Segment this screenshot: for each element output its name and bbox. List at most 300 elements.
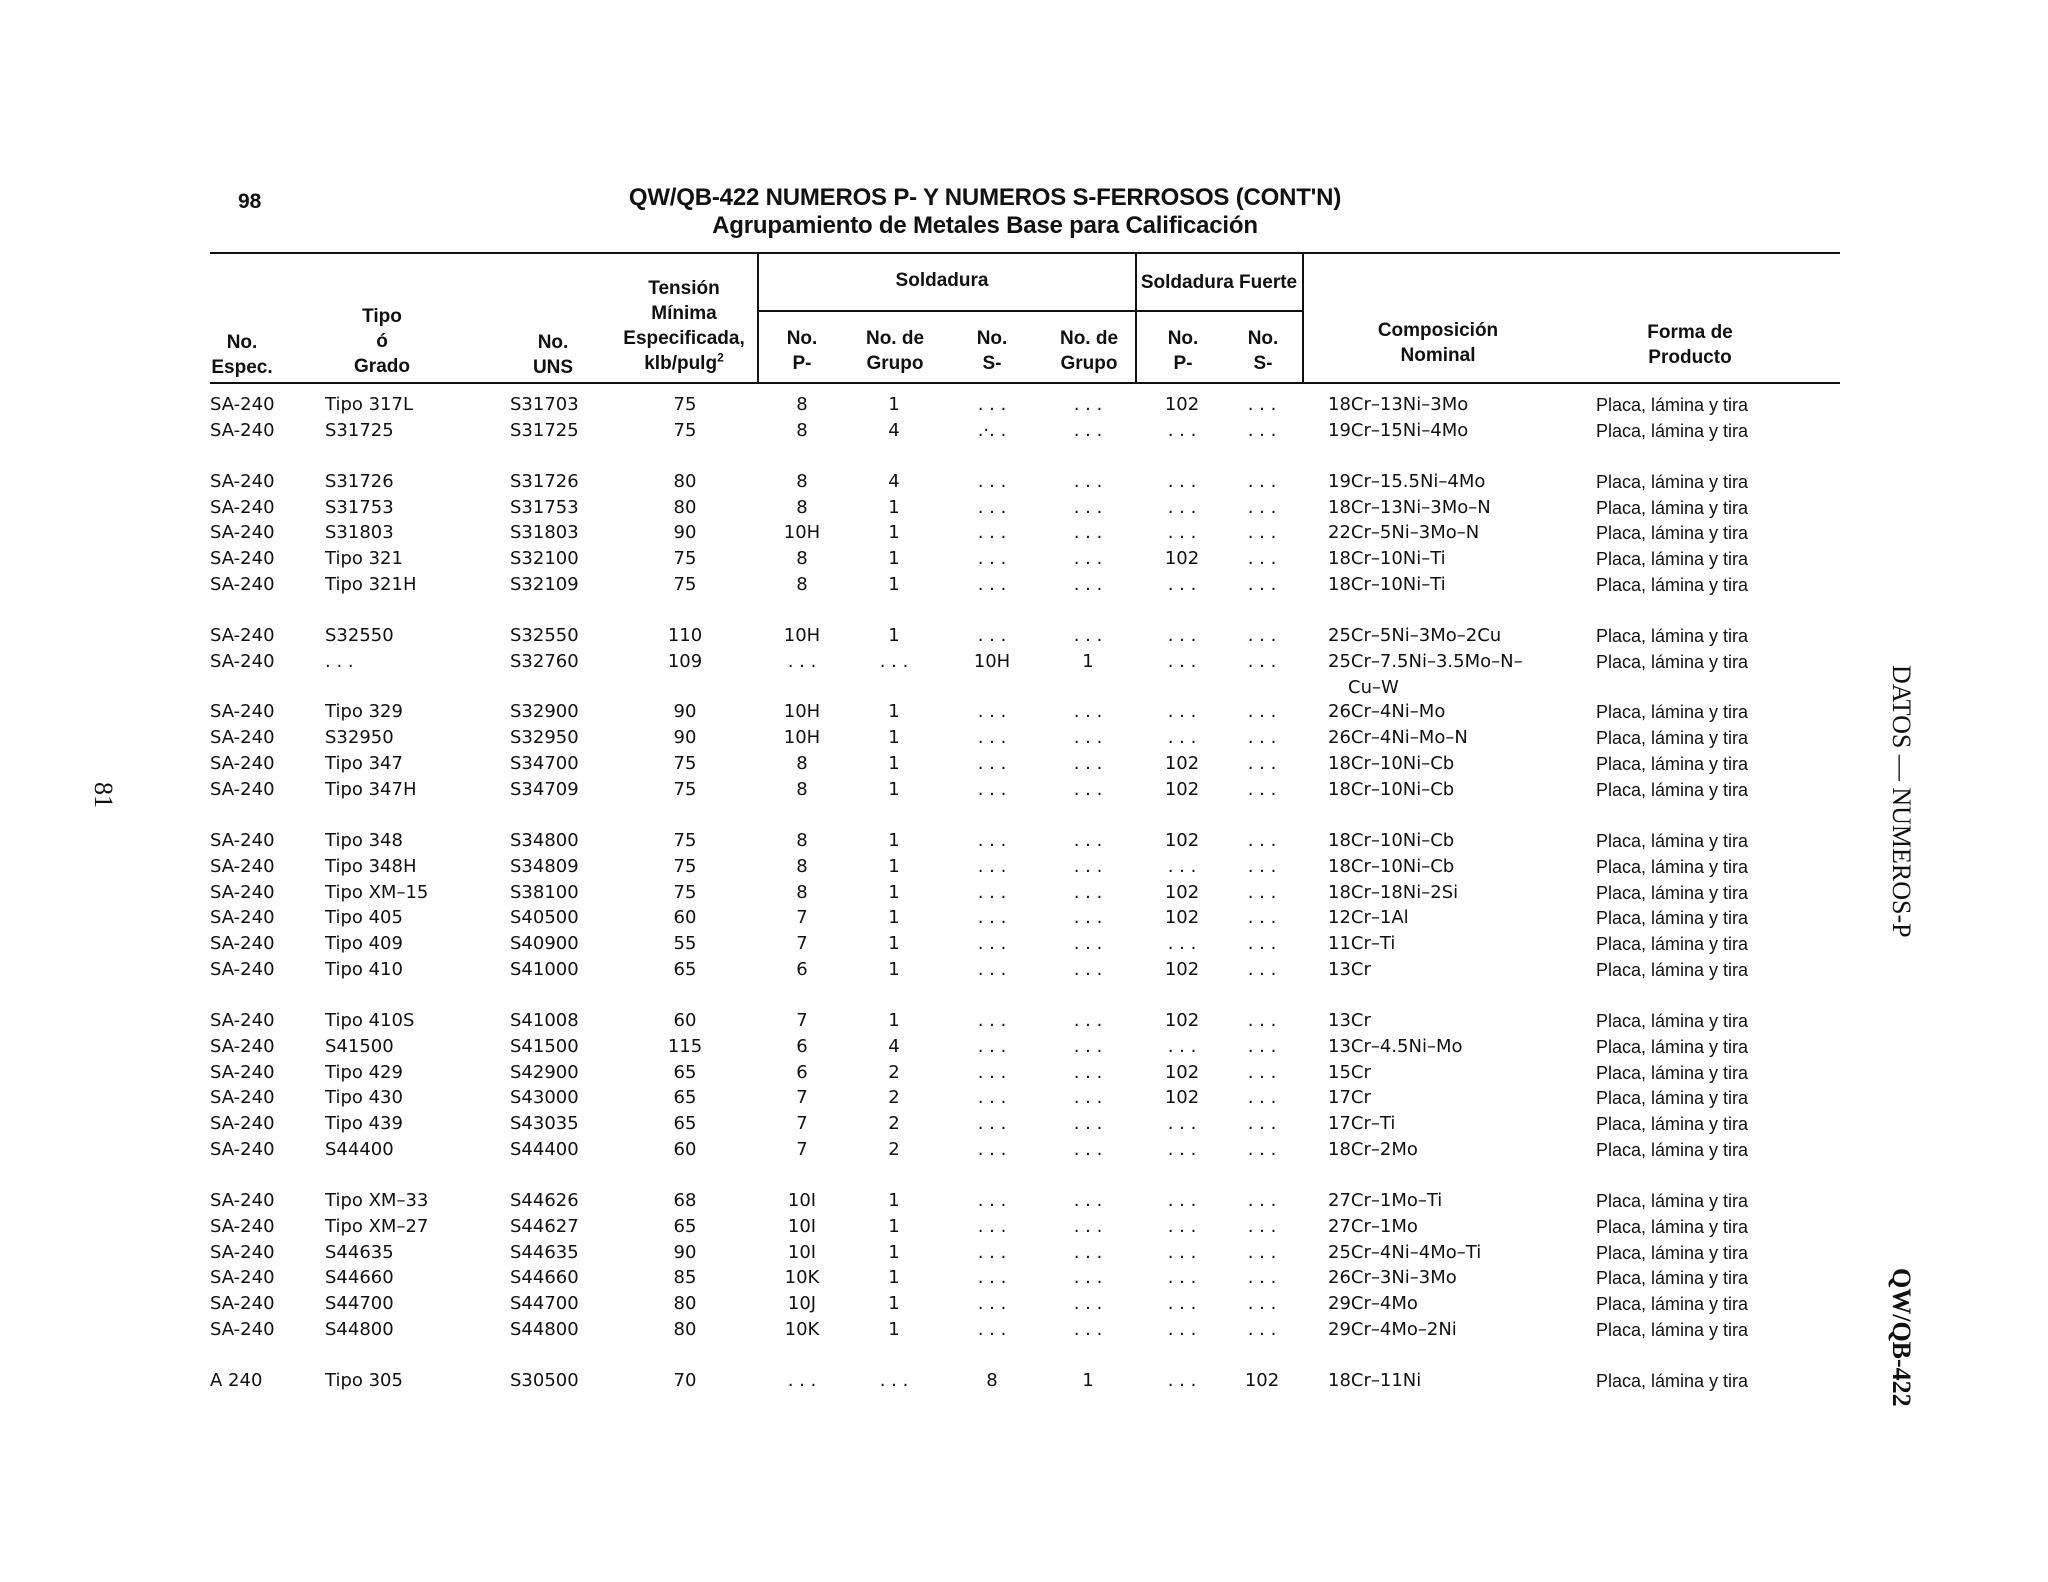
cell-type: Tipo 429: [325, 1062, 403, 1083]
header-uns-no: No. UNS: [532, 332, 574, 378]
cell-p-no: . . .: [787, 1370, 817, 1391]
cell-spec: SA-240: [210, 701, 275, 722]
cell-product-form: Placa, lámina y tira: [1596, 1243, 1749, 1263]
cell-composition: 13Cr–4.5Ni–Mo: [1328, 1036, 1463, 1057]
cell-group-no: 2: [888, 1113, 900, 1134]
cell-tensile: 75: [673, 882, 697, 903]
cell-s-no: . . .: [977, 959, 1007, 980]
cell-composition: 25Cr–4Ni–4Mo–Ti: [1328, 1242, 1482, 1263]
cell-spec: SA-240: [210, 497, 275, 518]
cell-tensile: 75: [673, 548, 697, 569]
cell-brazing-p-no: . . .: [1167, 856, 1197, 877]
cell-brazing-p-no: . . .: [1167, 651, 1197, 672]
cell-p-no: 7: [796, 1010, 808, 1031]
cell-uns: S44800: [510, 1319, 579, 1340]
header-group-soldadura: Soldadura: [895, 270, 989, 291]
cell-composition: 15Cr: [1328, 1062, 1371, 1083]
cell-composition: 17Cr: [1328, 1087, 1371, 1108]
cell-p-no: . . .: [787, 651, 817, 672]
cell-brazing-s-no: . . .: [1247, 497, 1277, 518]
cell-tensile: 80: [673, 471, 697, 492]
cell-brazing-p-no: . . .: [1167, 420, 1197, 441]
cell-uns: S31726: [510, 471, 579, 492]
cell-brazing-s-no: . . .: [1247, 522, 1277, 543]
cell-s-no: . . .: [977, 1113, 1007, 1134]
table-row: [0, 725, 2048, 751]
cell-brazing-s-no: . . .: [1247, 779, 1277, 800]
cell-group-no: 1: [888, 830, 900, 851]
cell-composition-continued: Cu–W: [1348, 677, 1399, 698]
cell-group-no: 1: [888, 394, 900, 415]
cell-brazing-p-no: . . .: [1167, 1293, 1197, 1314]
cell-group-no: 1: [888, 1267, 900, 1288]
cell-brazing-s-no: . . .: [1247, 471, 1277, 492]
cell-p-no: 10K: [784, 1319, 820, 1340]
cell-s-no: . . .: [977, 394, 1007, 415]
cell-spec: SA-240: [210, 1319, 275, 1340]
cell-s-no: . . .: [977, 1087, 1007, 1108]
cell-p-no: 10H: [783, 701, 821, 722]
cell-spec: SA-240: [210, 830, 275, 851]
header-group-no: No. de Grupo: [865, 328, 925, 374]
cell-product-form: Placa, lámina y tira: [1596, 1217, 1749, 1237]
cell-s-group-no: . . .: [1073, 1062, 1103, 1083]
cell-p-no: 7: [796, 1113, 808, 1134]
cell-composition: 18Cr–10Ni–Cb: [1328, 779, 1455, 800]
cell-s-group-no: . . .: [1073, 548, 1103, 569]
cell-brazing-p-no: . . .: [1167, 625, 1197, 646]
header-spec-no: No. Espec.: [211, 332, 273, 378]
cell-group-no: 1: [888, 959, 900, 980]
cell-group-no: 1: [888, 1242, 900, 1263]
cell-s-group-no: . . .: [1073, 1113, 1103, 1134]
cell-brazing-s-no: . . .: [1247, 1319, 1277, 1340]
cell-uns: S31803: [510, 522, 579, 543]
cell-brazing-s-no: . . .: [1247, 1010, 1277, 1031]
cell-s-group-no: . . .: [1073, 574, 1103, 595]
cell-uns: S31753: [510, 497, 579, 518]
table-row: [0, 1317, 2048, 1343]
cell-tensile: 60: [673, 907, 697, 928]
cell-type: S44635: [325, 1242, 394, 1263]
cell-p-no: 7: [796, 1087, 808, 1108]
cell-s-group-no: . . .: [1073, 856, 1103, 877]
cell-s-group-no: . . .: [1073, 1139, 1103, 1160]
cell-product-form: Placa, lámina y tira: [1596, 728, 1749, 748]
cell-uns: S32900: [510, 701, 579, 722]
cell-spec: SA-240: [210, 574, 275, 595]
cell-type: S44660: [325, 1267, 394, 1288]
cell-brazing-s-no: . . .: [1247, 907, 1277, 928]
cell-type: Tipo 410S: [325, 1010, 415, 1031]
cell-tensile: 60: [673, 1010, 697, 1031]
cell-spec: SA-240: [210, 1010, 275, 1031]
table-row: [0, 1368, 2048, 1394]
cell-p-no: 7: [796, 907, 808, 928]
cell-group-no: 4: [888, 471, 900, 492]
cell-type: Tipo 430: [325, 1087, 403, 1108]
cell-tensile: 109: [667, 651, 703, 672]
cell-spec: SA-240: [210, 1062, 275, 1083]
cell-group-no: 1: [888, 933, 900, 954]
cell-brazing-s-no: . . .: [1247, 882, 1277, 903]
cell-uns: S44700: [510, 1293, 579, 1314]
cell-s-group-no: . . .: [1073, 701, 1103, 722]
cell-product-form: Placa, lámina y tira: [1596, 1088, 1749, 1108]
cell-s-group-no: . . .: [1073, 394, 1103, 415]
header-s-group-no: No. de Grupo: [1059, 328, 1119, 374]
cell-composition: 29Cr–4Mo: [1328, 1293, 1418, 1314]
cell-p-no: 8: [796, 882, 808, 903]
cell-p-no: 6: [796, 959, 808, 980]
cell-type: Tipo 329: [325, 701, 403, 722]
cell-s-no: . . .: [977, 907, 1007, 928]
cell-s-group-no: . . .: [1073, 497, 1103, 518]
cell-p-no: 8: [796, 471, 808, 492]
cell-p-no: 8: [796, 394, 808, 415]
cell-spec: SA-240: [210, 779, 275, 800]
table-row: [0, 1008, 2048, 1034]
cell-brazing-p-no: 102: [1164, 548, 1200, 569]
cell-p-no: 8: [796, 830, 808, 851]
cell-group-no: 1: [888, 497, 900, 518]
header-p-no: No. P-: [786, 328, 818, 374]
cell-type: Tipo 305: [325, 1370, 403, 1391]
cell-spec: SA-240: [210, 522, 275, 543]
cell-spec: SA-240: [210, 959, 275, 980]
cell-tensile: 80: [673, 1293, 697, 1314]
cell-uns: S44660: [510, 1267, 579, 1288]
cell-s-no: . . .: [977, 548, 1007, 569]
cell-s-group-no: . . .: [1073, 522, 1103, 543]
cell-type: Tipo 347: [325, 753, 403, 774]
cell-uns: S31703: [510, 394, 579, 415]
cell-uns: S32760: [510, 651, 579, 672]
table-row: [0, 828, 2048, 854]
cell-uns: S41500: [510, 1036, 579, 1057]
cell-brazing-p-no: 102: [1164, 959, 1200, 980]
cell-brazing-p-no: 102: [1164, 830, 1200, 851]
cell-product-form: Placa, lámina y tira: [1596, 1063, 1749, 1083]
cell-type: S41500: [325, 1036, 394, 1057]
cell-s-group-no: . . .: [1073, 1216, 1103, 1237]
cell-composition: 18Cr–10Ni–Ti: [1328, 548, 1446, 569]
cell-product-form: Placa, lámina y tira: [1596, 1268, 1749, 1288]
cell-product-form: Placa, lámina y tira: [1596, 523, 1749, 543]
cell-tensile: 70: [673, 1370, 697, 1391]
cell-tensile: 90: [673, 522, 697, 543]
cell-uns: S40900: [510, 933, 579, 954]
cell-tensile: 75: [673, 779, 697, 800]
cell-type: S44400: [325, 1139, 394, 1160]
cell-composition: 25Cr–7.5Ni–3.5Mo–N–: [1328, 651, 1523, 672]
cell-brazing-p-no: . . .: [1167, 497, 1197, 518]
cell-product-form: Placa, lámina y tira: [1596, 472, 1749, 492]
header-brazing-s-no: No. S-: [1247, 328, 1279, 374]
cell-product-form: Placa, lámina y tira: [1596, 908, 1749, 928]
cell-brazing-p-no: . . .: [1167, 933, 1197, 954]
cell-spec: SA-240: [210, 1242, 275, 1263]
cell-composition: 13Cr: [1328, 959, 1371, 980]
cell-group-no: 1: [888, 574, 900, 595]
cell-s-group-no: . . .: [1073, 727, 1103, 748]
cell-brazing-s-no: . . .: [1247, 856, 1277, 877]
cell-s-no: .·. .: [977, 420, 1007, 441]
divider-fuerte: [1302, 253, 1304, 383]
cell-s-no: . . .: [977, 727, 1007, 748]
cell-s-group-no: . . .: [1073, 1293, 1103, 1314]
table-row: [0, 418, 2048, 444]
cell-type: Tipo 405: [325, 907, 403, 928]
cell-group-no: 2: [888, 1062, 900, 1083]
cell-uns: S34800: [510, 830, 579, 851]
cell-tensile: 68: [673, 1190, 697, 1211]
cell-composition: 29Cr–4Mo–2Ni: [1328, 1319, 1457, 1340]
cell-p-no: 8: [796, 753, 808, 774]
side-section-title: DATOS — NUMEROS-P: [1887, 665, 1916, 938]
cell-s-no: . . .: [977, 1216, 1007, 1237]
cell-brazing-p-no: 102: [1164, 1087, 1200, 1108]
table-row: [0, 1214, 2048, 1240]
cell-brazing-s-no: . . .: [1247, 1113, 1277, 1134]
cell-spec: A 240: [210, 1370, 263, 1391]
cell-uns: S44400: [510, 1139, 579, 1160]
cell-spec: SA-240: [210, 753, 275, 774]
cell-product-form: Placa, lámina y tira: [1596, 1140, 1749, 1160]
cell-group-no: 4: [888, 420, 900, 441]
cell-spec: SA-240: [210, 420, 275, 441]
cell-type: Tipo XM–33: [325, 1190, 429, 1211]
cell-type: Tipo 348: [325, 830, 403, 851]
cell-p-no: 8: [796, 548, 808, 569]
cell-tensile: 85: [673, 1267, 697, 1288]
cell-composition: 27Cr–1Mo–Ti: [1328, 1190, 1443, 1211]
cell-p-no: 10J: [787, 1293, 817, 1314]
cell-uns: S32100: [510, 548, 579, 569]
cell-brazing-s-no: . . .: [1247, 701, 1277, 722]
cell-uns: S34809: [510, 856, 579, 877]
cell-s-no: . . .: [977, 1036, 1007, 1057]
cell-type: Tipo XM–15: [325, 882, 429, 903]
cell-spec: SA-240: [210, 1293, 275, 1314]
cell-p-no: 10H: [783, 727, 821, 748]
cell-tensile: 90: [673, 701, 697, 722]
cell-group-no: 1: [888, 779, 900, 800]
cell-type: S44800: [325, 1319, 394, 1340]
cell-p-no: 10I: [787, 1190, 817, 1211]
cell-tensile: 115: [667, 1036, 703, 1057]
cell-product-form: Placa, lámina y tira: [1596, 575, 1749, 595]
top-rule: [210, 252, 1840, 254]
cell-tensile: 75: [673, 574, 697, 595]
cell-brazing-s-no: . . .: [1247, 1267, 1277, 1288]
cell-product-form: Placa, lámina y tira: [1596, 960, 1749, 980]
cell-s-no: . . .: [977, 1293, 1007, 1314]
cell-brazing-s-no: . . .: [1247, 548, 1277, 569]
cell-s-group-no: . . .: [1073, 779, 1103, 800]
cell-spec: SA-240: [210, 727, 275, 748]
cell-composition: 18Cr–13Ni–3Mo–N: [1328, 497, 1491, 518]
cell-brazing-s-no: . . .: [1247, 1293, 1277, 1314]
cell-brazing-p-no: 102: [1164, 1062, 1200, 1083]
cell-spec: SA-240: [210, 548, 275, 569]
cell-s-no: . . .: [977, 856, 1007, 877]
cell-s-no: 10H: [973, 651, 1011, 672]
cell-group-no: 2: [888, 1139, 900, 1160]
header-bottom-rule: [210, 382, 1840, 384]
cell-brazing-s-no: . . .: [1247, 1190, 1277, 1211]
cell-s-group-no: . . .: [1073, 933, 1103, 954]
cell-brazing-p-no: . . .: [1167, 1370, 1197, 1391]
cell-s-no: . . .: [977, 933, 1007, 954]
cell-type: Tipo 439: [325, 1113, 403, 1134]
cell-tensile: 90: [673, 1242, 697, 1263]
cell-p-no: 7: [796, 1139, 808, 1160]
cell-brazing-p-no: 102: [1164, 779, 1200, 800]
header-brazing-p-no: No. P-: [1167, 328, 1199, 374]
cell-tensile: 80: [673, 1319, 697, 1340]
header-composition: Composición Nominal: [1377, 320, 1499, 366]
cell-type: Tipo 409: [325, 933, 403, 954]
cell-p-no: 7: [796, 933, 808, 954]
cell-composition: 18Cr–10Ni–Cb: [1328, 856, 1455, 877]
cell-product-form: Placa, lámina y tira: [1596, 1037, 1749, 1057]
cell-brazing-s-no: . . .: [1247, 1036, 1277, 1057]
cell-s-no: . . .: [977, 753, 1007, 774]
cell-uns: S34700: [510, 753, 579, 774]
cell-brazing-s-no: . . .: [1247, 959, 1277, 980]
cell-uns: S43000: [510, 1087, 579, 1108]
cell-composition: 11Cr–Ti: [1328, 933, 1396, 954]
table-row: [0, 1085, 2048, 1111]
cell-s-group-no: . . .: [1073, 1267, 1103, 1288]
cell-brazing-s-no: . . .: [1247, 420, 1277, 441]
header-type-grade: Tipo ó Grado: [354, 306, 410, 377]
table-row: [0, 777, 2048, 803]
cell-composition: 22Cr–5Ni–3Mo–N: [1328, 522, 1480, 543]
cell-s-group-no: . . .: [1073, 420, 1103, 441]
table-row: [0, 520, 2048, 546]
cell-uns: S44627: [510, 1216, 579, 1237]
cell-spec: SA-240: [210, 651, 275, 672]
divider-tension: [757, 253, 759, 383]
cell-group-no: 1: [888, 1010, 900, 1031]
cell-uns: S41000: [510, 959, 579, 980]
cell-brazing-p-no: 102: [1164, 907, 1200, 928]
cell-brazing-s-no: . . .: [1247, 727, 1277, 748]
cell-product-form: Placa, lámina y tira: [1596, 1191, 1749, 1211]
cell-brazing-s-no: . . .: [1247, 574, 1277, 595]
cell-group-no: 1: [888, 907, 900, 928]
cell-tensile: 65: [673, 1062, 697, 1083]
cell-product-form: Placa, lámina y tira: [1596, 395, 1749, 415]
cell-product-form: Placa, lámina y tira: [1596, 1371, 1749, 1391]
cell-s-no: . . .: [977, 1319, 1007, 1340]
cell-brazing-s-no: . . .: [1247, 830, 1277, 851]
cell-product-form: Placa, lámina y tira: [1596, 549, 1749, 569]
cell-p-no: 10I: [787, 1242, 817, 1263]
cell-composition: 25Cr–5Ni–3Mo–2Cu: [1328, 625, 1502, 646]
cell-spec: SA-240: [210, 394, 275, 415]
cell-s-no: . . .: [977, 497, 1007, 518]
cell-s-group-no: . . .: [1073, 1087, 1103, 1108]
cell-s-no: . . .: [977, 701, 1007, 722]
cell-composition: 18Cr–10Ni–Cb: [1328, 753, 1455, 774]
cell-group-no: . . .: [879, 1370, 909, 1391]
cell-p-no: 6: [796, 1062, 808, 1083]
cell-brazing-p-no: . . .: [1167, 1319, 1197, 1340]
cell-s-group-no: . . .: [1073, 1190, 1103, 1211]
cell-s-group-no: . . .: [1073, 753, 1103, 774]
cell-tensile: 65: [673, 1113, 697, 1134]
cell-s-no: . . .: [977, 882, 1007, 903]
cell-spec: SA-240: [210, 1216, 275, 1237]
cell-brazing-p-no: . . .: [1167, 574, 1197, 595]
cell-product-form: Placa, lámina y tira: [1596, 421, 1749, 441]
cell-p-no: 8: [796, 497, 808, 518]
cell-brazing-p-no: . . .: [1167, 1267, 1197, 1288]
cell-spec: SA-240: [210, 882, 275, 903]
cell-s-no: . . .: [977, 779, 1007, 800]
cell-spec: SA-240: [210, 933, 275, 954]
cell-composition: 26Cr–3Ni–3Mo: [1328, 1267, 1457, 1288]
cell-composition: 13Cr: [1328, 1010, 1371, 1031]
cell-s-group-no: . . .: [1073, 907, 1103, 928]
cell-group-no: 1: [888, 753, 900, 774]
header-tensile: Tensión Mínima Especificada, klb/pulg$^2$: [623, 278, 745, 374]
table-row: [0, 469, 2048, 495]
cell-uns: S42900: [510, 1062, 579, 1083]
cell-s-group-no: . . .: [1073, 959, 1103, 980]
soldadura-underline: [757, 310, 1302, 312]
cell-composition: 27Cr–1Mo: [1328, 1216, 1418, 1237]
table-subtitle: Agrupamiento de Metales Base para Calificación: [712, 212, 1258, 239]
cell-s-no: . . .: [977, 830, 1007, 851]
cell-s-group-no: . . .: [1073, 1242, 1103, 1263]
cell-s-no: . . .: [977, 625, 1007, 646]
cell-uns: S38100: [510, 882, 579, 903]
cell-product-form: Placa, lámina y tira: [1596, 652, 1749, 672]
table-row: [0, 649, 2048, 698]
cell-product-form: Placa, lámina y tira: [1596, 1320, 1749, 1340]
cell-uns: S32109: [510, 574, 579, 595]
cell-group-no: 2: [888, 1087, 900, 1108]
cell-product-form: Placa, lámina y tira: [1596, 1114, 1749, 1134]
table-row: [0, 880, 2048, 906]
cell-type: S31725: [325, 420, 394, 441]
cell-brazing-p-no: . . .: [1167, 1190, 1197, 1211]
cell-composition: 19Cr–15Ni–4Mo: [1328, 420, 1469, 441]
cell-group-no: 1: [888, 882, 900, 903]
cell-group-no: 1: [888, 701, 900, 722]
cell-product-form: Placa, lámina y tira: [1596, 883, 1749, 903]
cell-tensile: 75: [673, 420, 697, 441]
table-row: [0, 931, 2048, 957]
cell-type: Tipo 321H: [325, 574, 417, 595]
cell-p-no: 10K: [784, 1267, 820, 1288]
cell-tensile: 90: [673, 727, 697, 748]
cell-p-no: 10H: [783, 625, 821, 646]
cell-product-form: Placa, lámina y tira: [1596, 831, 1749, 851]
cell-product-form: Placa, lámina y tira: [1596, 1294, 1749, 1314]
cell-brazing-p-no: 102: [1164, 882, 1200, 903]
cell-group-no: 4: [888, 1036, 900, 1057]
table-title: QW/QB-422 NUMEROS P- Y NUMEROS S-FERROSOS (CONT'N): [628, 184, 1342, 211]
cell-type: S31753: [325, 497, 394, 518]
cell-type: Tipo 348H: [325, 856, 417, 877]
cell-spec: SA-240: [210, 625, 275, 646]
cell-group-no: 1: [888, 522, 900, 543]
